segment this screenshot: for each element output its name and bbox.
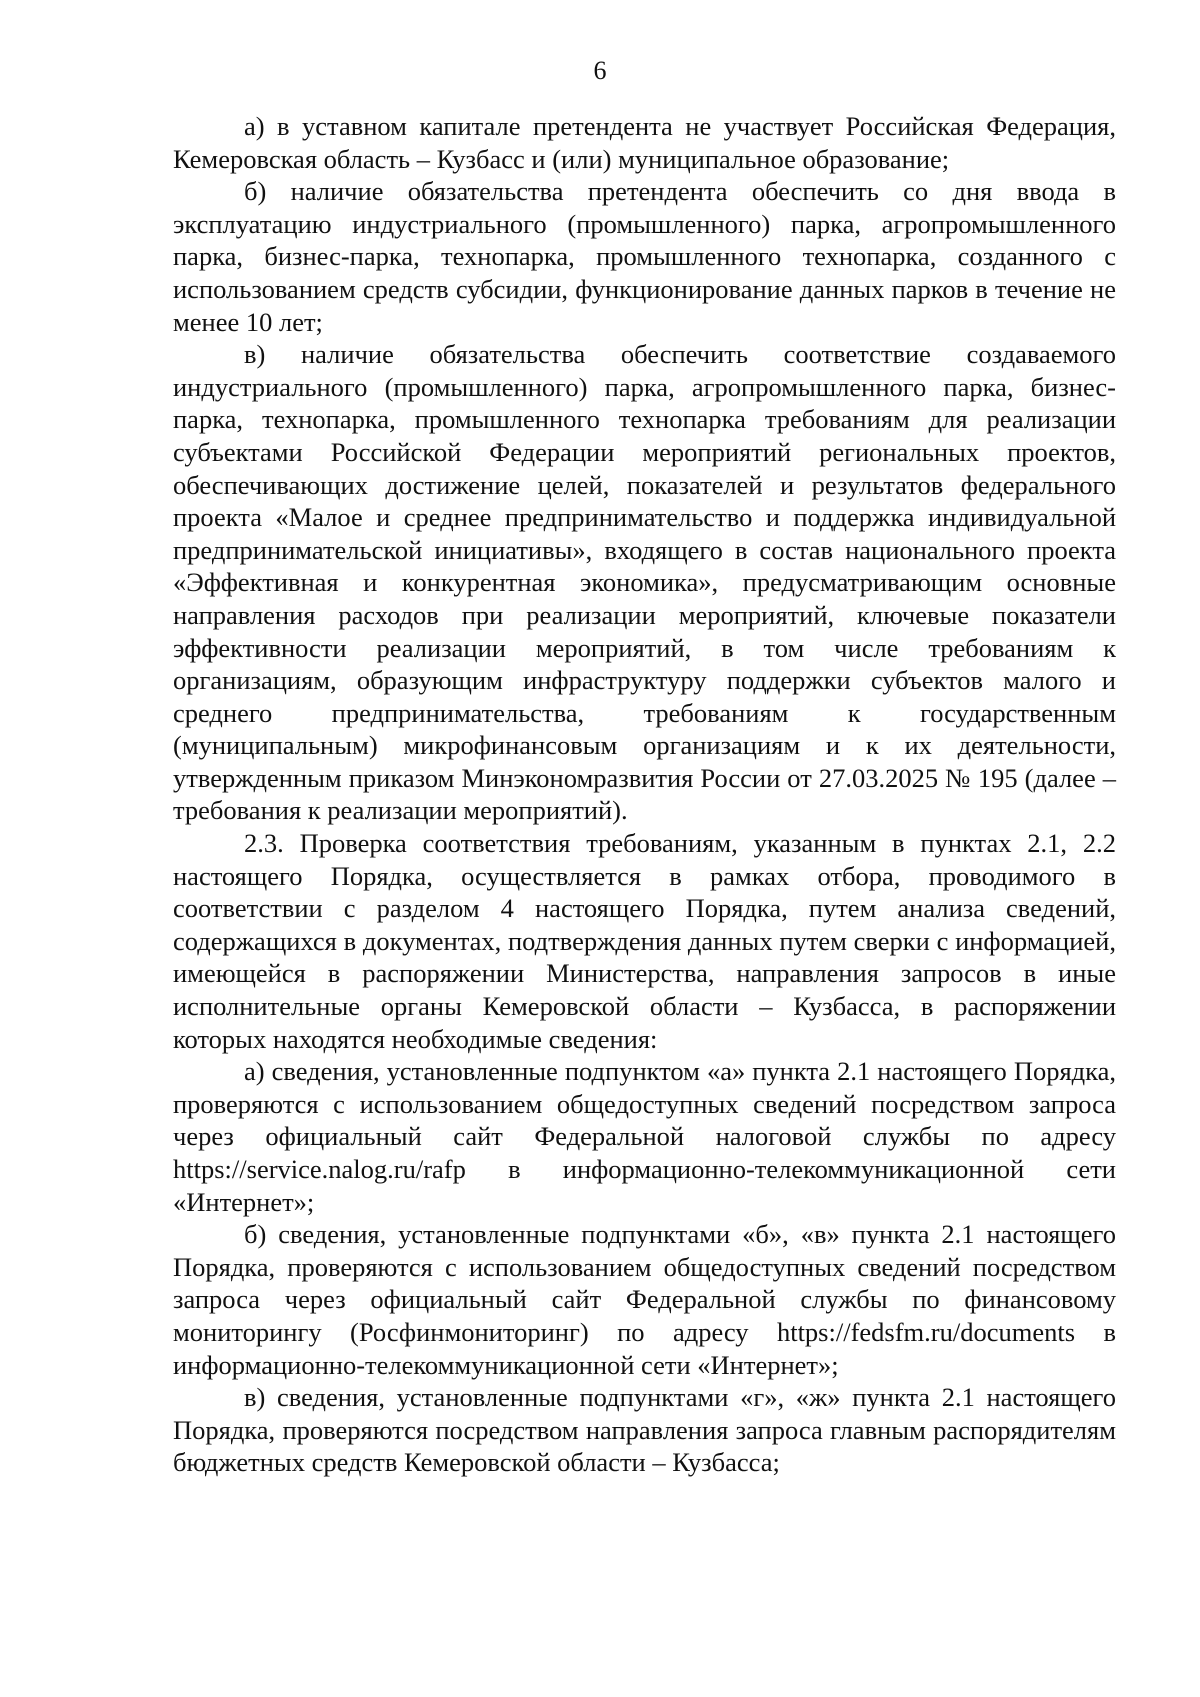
paragraph-2-3-a: а) сведения, установленные подпунктом «а» пункта 2.1 настоящего Порядка, проверяются с использованием общедоступных сведений посредством запроса через официальный сайт Федеральной налоговой службы по адресу https://service.nalog.ru/rafp в информационно-телекоммуникационной сети «Интернет»; [173, 1056, 1116, 1217]
paragraph-2-3-b: б) сведения, установленные подпунктами «б», «в» пункта 2.1 настоящего Порядка, проверяются с использованием общедоступных сведений посредством запроса через официальный сайт Федеральной службы по финансовому мониторингу (Росфинмониторинг) по адресу https://fedsfm.ru/documents в информационно-телекоммуникационной сети «Интернет»; [173, 1219, 1116, 1380]
paragraph-2-2-b: б) наличие обязательства претендента обеспечить со дня ввода в эксплуатацию индустриального (промышленного) парка, агропромышленного парка, бизнес-парка, технопарка, промышленного технопарка, созданного с использованием средств субсидии, функционирование данных парков в течение не менее 10 лет; [173, 176, 1116, 337]
paragraph-2-3-v: в) сведения, установленные подпунктами «г», «ж» пункта 2.1 настоящего Порядка, проверяются посредством направления запроса главным распорядителям бюджетных средств Кемеровской области – Кузбасса; [173, 1382, 1116, 1478]
paragraph-2-3: 2.3. Проверка соответствия требованиям, указанным в пунктах 2.1, 2.2 настоящего Порядка, осуществляется в рамках отбора, проводимого в соответствии с разделом 4 настоящего Порядка, путем анализа сведений, содержащихся в документах, подтверждения данных путем сверки с информацией, имеющейся в распоряжении Министерства, направления запросов в иные исполнительные органы Кемеровской области – Кузбасса, в распоряжении которых находятся необходимые сведения: [173, 828, 1116, 1054]
document-body [173, 110, 1116, 1479]
page-number: 6 [593, 56, 607, 85]
paragraph-2-2-a: а) в уставном капитале претендента не участвует Российская Федерация, Кемеровская область – Кузбасс и (или) муниципальное образование; [173, 111, 1116, 174]
paragraph-2-2-v: в) наличие обязательства обеспечить соответствие создаваемого индустриального (промышленного) парка, агропромышленного парка, бизнес-парка, технопарка, промышленного технопарка требованиям для реализации субъектами Российской Федерации мероприятий региональных проектов, обеспечивающих достижение целей, показателей и результатов федерального проекта «Малое и среднее предпринимательство и поддержка индивидуальной предпринимательской инициативы», входящего в состав национального проекта «Эффективная и конкурентная экономика», предусматривающим основные направления расходов при реализации мероприятий, ключевые показатели эффективности реализации мероприятий, в том числе требованиям к организациям, образующим инфраструктуру поддержки субъектов малого и среднего предпринимательства, требованиям к государственным (муниципальным) микрофинансовым организациям и к их деятельности, утвержденным приказом Минэкономразвития России от 27.03.2025 № 195 (далее – требования к реализации мероприятий). [173, 339, 1116, 826]
